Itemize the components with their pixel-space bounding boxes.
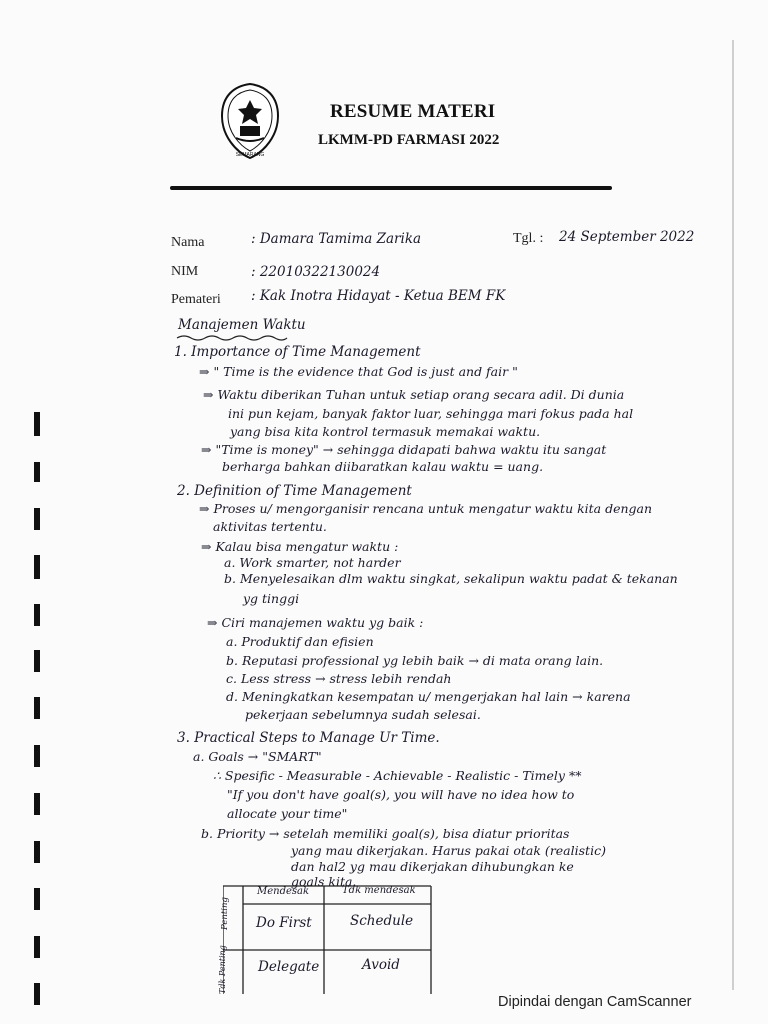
- note-line: a. Goals → "SMART": [193, 749, 322, 764]
- binding-mark: [34, 697, 40, 719]
- priority-matrix: [223, 884, 435, 994]
- note-line: ⇒ "Time is money" → sehingga didapati bahwa waktu itu sangat: [201, 442, 607, 457]
- speaker-value: : Kak Inotra Hidayat - Ketua BEM FK: [251, 288, 506, 304]
- binding-mark: [34, 936, 40, 958]
- binding-mark: [34, 555, 40, 579]
- note-line: "If you don't have goal(s), you will have no idea how to: [227, 787, 575, 802]
- matrix-row-not-important: Tdk Penting: [218, 945, 227, 994]
- binding-mark: [34, 462, 40, 482]
- matrix-col-not-urgent: Tdk mendesak: [342, 885, 416, 896]
- date-value: 24 September 2022: [559, 229, 695, 245]
- page-edge: [732, 40, 734, 990]
- matrix-col-urgent: Mendesak: [257, 886, 310, 897]
- note-line: ⇒ Ciri manajemen waktu yg baik :: [207, 615, 424, 630]
- note-line: yang bisa kita kontrol termasuk memakai waktu.: [230, 424, 541, 439]
- binding-mark: [34, 650, 40, 672]
- binding-mark: [34, 983, 40, 1005]
- document-subtitle: LKMM-PD FARMASI 2022: [318, 132, 500, 148]
- logo-text-bottom: SEMARANG: [235, 152, 265, 158]
- university-logo: [218, 82, 282, 160]
- binding-mark: [34, 508, 40, 530]
- name-value: : Damara Tamima Zarika: [251, 231, 422, 247]
- section-2-title: 2. Definition of Time Management: [177, 483, 412, 499]
- date-label: Tgl. :: [513, 231, 544, 246]
- note-line: pekerjaan sebelumnya sudah selesai.: [245, 707, 481, 722]
- note-line: ∴ Spesific - Measurable - Achievable - Realistic - Timely **: [213, 768, 582, 783]
- section-3-title: 3. Practical Steps to Manage Ur Time.: [177, 730, 440, 746]
- note-line: aktivitas tertentu.: [213, 519, 327, 534]
- binding-mark: [34, 604, 40, 626]
- header-divider: [170, 186, 612, 190]
- note-line: berharga bahkan diibaratkan kalau waktu = uang.: [222, 459, 544, 474]
- matrix-row-important: Penting: [220, 897, 230, 930]
- binding-mark: [34, 793, 40, 815]
- matrix-cell-schedule: Schedule: [350, 913, 414, 929]
- note-line: dan hal2 yg mau dikerjakan dihubungkan ke: [291, 859, 574, 874]
- note-line: b. Reputasi professional yg lebih baik → di mata orang lain.: [226, 653, 604, 668]
- binding-mark: [34, 841, 40, 863]
- note-line: ⇒ Proses u/ mengorganisir rencana untuk mengatur waktu kita dengan: [199, 501, 653, 516]
- note-line: ini pun kejam, banyak faktor luar, sehingga mari fokus pada hal: [228, 406, 634, 421]
- note-line: d. Meningkatkan kesempatan u/ mengerjakan hal lain → karena: [226, 689, 631, 704]
- note-line: allocate your time": [227, 806, 348, 821]
- note-line: ⇒ Waktu diberikan Tuhan untuk setiap orang secara adil. Di dunia: [203, 387, 625, 402]
- binding-mark: [34, 412, 40, 436]
- binding-mark: [34, 745, 40, 767]
- nim-value: : 22010322130024: [251, 264, 381, 280]
- matrix-cell-delegate: Delegate: [258, 959, 320, 975]
- scanner-watermark: Dipindai dengan CamScanner: [498, 994, 692, 1010]
- speaker-label: Pemateri: [171, 292, 221, 307]
- document-title: RESUME MATERI: [330, 101, 496, 122]
- note-line: a. Work smarter, not harder: [224, 555, 401, 570]
- matrix-cell-avoid: Avoid: [362, 957, 400, 973]
- nim-label: NIM: [171, 264, 199, 279]
- binding-mark: [34, 888, 40, 910]
- note-line: ⇒ " Time is the evidence that God is just and fair ": [199, 364, 518, 379]
- note-line: a. Produktif dan efisien: [226, 634, 374, 649]
- note-line: b. Menyelesaikan dlm waktu singkat, sekalipun waktu padat & tekanan: [224, 571, 678, 586]
- note-line: yg tinggi: [243, 591, 300, 606]
- note-line: goals kita.: [291, 874, 357, 889]
- note-line: c. Less stress → stress lebih rendah: [226, 671, 452, 686]
- notes-heading: Manajemen Waktu: [178, 317, 306, 333]
- heading-squiggle: [176, 334, 288, 342]
- note-line: b. Priority → setelah memiliki goal(s), bisa diatur prioritas: [201, 826, 570, 841]
- note-line: ⇒ Kalau bisa mengatur waktu :: [201, 539, 399, 554]
- name-label: Nama: [171, 235, 205, 250]
- section-1-title: 1. Importance of Time Management: [174, 344, 421, 360]
- note-line: yang mau dikerjakan. Harus pakai otak (realistic): [291, 843, 606, 858]
- matrix-cell-do-first: Do First: [256, 915, 312, 931]
